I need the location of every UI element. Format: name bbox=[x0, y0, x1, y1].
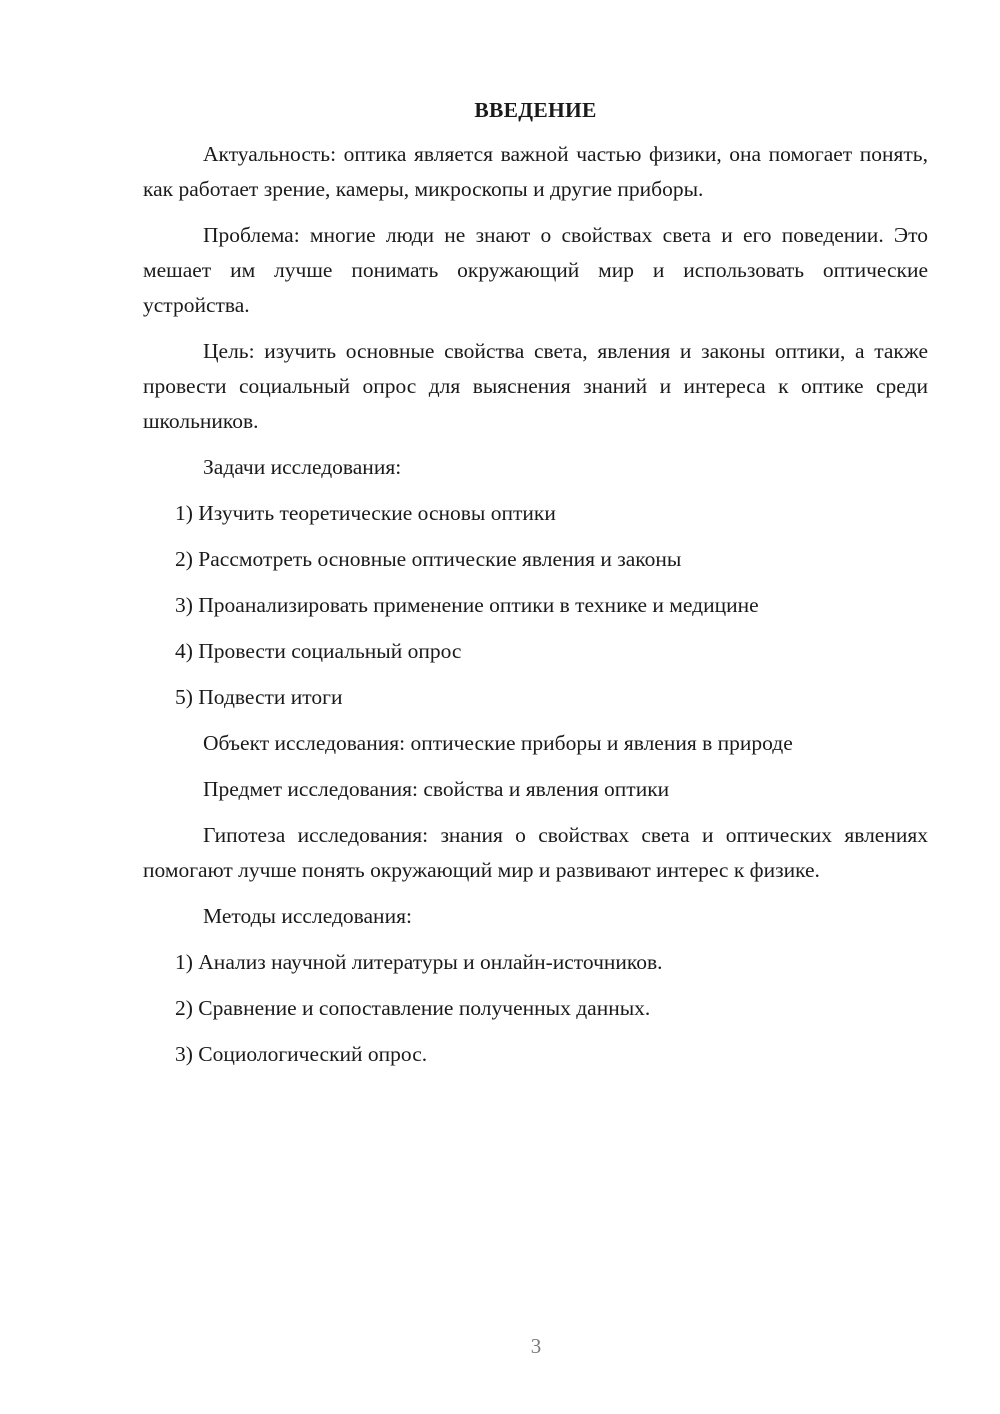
object-line: Объект исследования: оптические приборы и явления в природе bbox=[203, 731, 793, 755]
page-content bbox=[143, 95, 928, 1083]
task-item: 3) Проанализировать применение оптики в технике и медицине bbox=[175, 593, 759, 617]
tasks-label: Задачи исследования: bbox=[203, 455, 402, 479]
page-number: 3 bbox=[530, 1334, 542, 1358]
methods-list bbox=[143, 945, 928, 1072]
methods-label: Методы исследования: bbox=[203, 904, 412, 928]
tasks-list bbox=[143, 496, 928, 715]
method-item: 2) Сравнение и сопоставление полученных данных. bbox=[175, 996, 651, 1020]
hypothesis-paragraph: Гипотеза исследования: знания о свойствах света и оптических явлениях помогают лучше понять окружающий мир и развивают интерес к физике. bbox=[143, 823, 928, 882]
task-item: 5) Подвести итоги bbox=[175, 685, 343, 709]
task-item: 4) Провести социальный опрос bbox=[175, 639, 462, 663]
task-item: 2) Рассмотреть основные оптические явления и законы bbox=[175, 547, 682, 571]
problem-paragraph: Проблема: многие люди не знают о свойствах света и его поведении. Это мешает им лучше понимать окружающий мир и использовать оптические устройства. bbox=[143, 223, 928, 317]
section-heading: ВВЕДЕНИЕ bbox=[474, 98, 597, 122]
task-item: 1) Изучить теоретические основы оптики bbox=[175, 501, 556, 525]
method-item: 1) Анализ научной литературы и онлайн-источников. bbox=[175, 950, 663, 974]
method-item: 3) Социологический опрос. bbox=[175, 1042, 428, 1066]
subject-line: Предмет исследования: свойства и явления оптики bbox=[203, 777, 670, 801]
goal-paragraph: Цель: изучить основные свойства света, явления и законы оптики, а также провести социальный опрос для выяснения знаний и интереса к оптике среди школьников. bbox=[143, 339, 928, 433]
relevance-paragraph: Актуальность: оптика является важной частью физики, она помогает понять, как работает зрение, камеры, микроскопы и другие приборы. bbox=[143, 142, 928, 201]
